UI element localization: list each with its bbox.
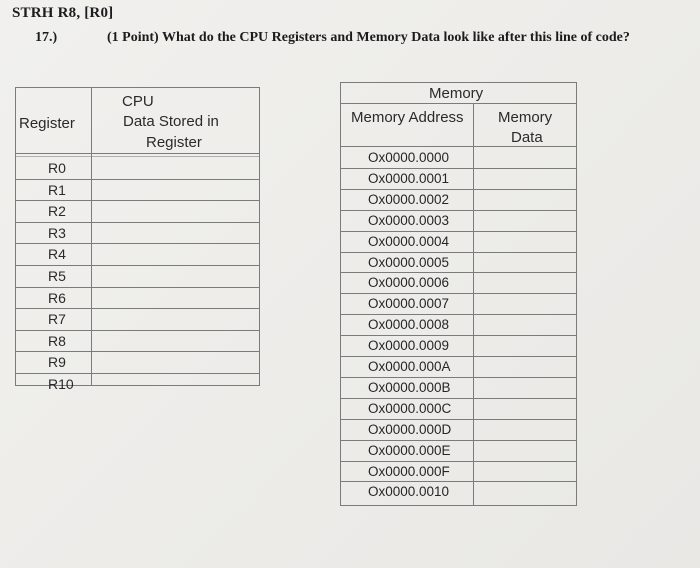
memory-table — [340, 82, 577, 506]
cpu-row-divider — [15, 222, 260, 223]
memory-address-label: Ox0000.000E — [368, 443, 451, 458]
memory-row-divider — [340, 293, 577, 294]
cpu-table-border-top — [15, 87, 260, 88]
memory-address-label: Ox0000.000D — [368, 422, 452, 437]
cpu-row-divider — [15, 308, 260, 309]
memory-row-divider — [340, 356, 577, 357]
register-label: R8 — [48, 333, 66, 349]
header-cpu: CPU — [122, 93, 154, 110]
cpu-row-divider — [15, 330, 260, 331]
memory-address-label: Ox0000.000B — [368, 380, 451, 395]
memory-row-divider — [340, 481, 577, 482]
cpu-table-header-divider — [15, 153, 260, 154]
header-data-stored: Data Stored in — [123, 113, 219, 130]
memory-row-divider — [340, 461, 577, 462]
memory-address-label: Ox0000.0003 — [368, 213, 450, 228]
memory-row-divider — [340, 189, 577, 190]
memory-row-divider — [340, 440, 577, 441]
code-line: STRH R8, [R0] — [12, 5, 114, 21]
header-memory-address: Memory Address — [351, 109, 464, 126]
register-label: R1 — [48, 182, 66, 198]
memory-address-label: Ox0000.000F — [368, 464, 450, 479]
memory-row-divider — [340, 168, 577, 169]
memory-row-divider — [340, 231, 577, 232]
cpu-register-table — [15, 87, 260, 392]
register-label: R2 — [48, 203, 66, 219]
register-label: R3 — [48, 225, 66, 241]
memory-address-label: Ox0000.0000 — [368, 150, 450, 165]
register-label: R0 — [48, 160, 66, 176]
memory-address-label: Ox0000.000C — [368, 401, 452, 416]
header-data-stored-line2: Register — [146, 134, 202, 151]
memory-row-divider — [340, 419, 577, 420]
memory-address-label: Ox0000.0004 — [368, 234, 450, 249]
cpu-row-divider — [15, 179, 260, 180]
mem-table-border-top — [340, 82, 577, 83]
memory-row-divider — [340, 252, 577, 253]
question-text: (1 Point) What do the CPU Registers and Memory Data look like after this line of code? — [107, 30, 630, 45]
mem-table-header-divider — [340, 146, 577, 147]
register-label: R6 — [48, 290, 66, 306]
register-label: R4 — [48, 246, 66, 262]
register-label: R7 — [48, 311, 66, 327]
header-register: Register — [19, 115, 75, 132]
memory-row-divider — [340, 335, 577, 336]
register-label: R5 — [48, 268, 66, 284]
memory-row-divider — [340, 314, 577, 315]
memory-address-label: Ox0000.0008 — [368, 317, 450, 332]
cpu-row-divider — [15, 265, 260, 266]
header-memory: Memory — [429, 85, 484, 102]
memory-address-label: Ox0000.0006 — [368, 275, 450, 290]
header-memory-data: Memory — [498, 109, 553, 126]
memory-address-label: Ox0000.0007 — [368, 296, 450, 311]
mem-table-column-divider — [473, 103, 474, 506]
cpu-row-divider — [15, 373, 260, 374]
cpu-table-border-left — [15, 87, 16, 386]
cpu-table-border-right — [259, 87, 260, 386]
memory-address-label: Ox0000.0001 — [368, 171, 450, 186]
cpu-row-divider — [15, 351, 260, 352]
memory-row-divider — [340, 377, 577, 378]
cpu-table-header-divider-double — [15, 156, 260, 157]
memory-address-label: Ox0000.0002 — [368, 192, 450, 207]
register-label: R9 — [48, 354, 66, 370]
memory-address-label: Ox0000.0010 — [368, 484, 450, 499]
mem-table-border-bottom — [340, 505, 577, 506]
memory-address-label: Ox0000.000A — [368, 359, 451, 374]
question-number: 17.) — [35, 30, 58, 45]
memory-row-divider — [340, 272, 577, 273]
cpu-table-column-divider — [91, 87, 92, 386]
cpu-row-divider — [15, 287, 260, 288]
register-label: R10 — [48, 376, 74, 392]
memory-address-label: Ox0000.0009 — [368, 338, 450, 353]
memory-row-divider — [340, 398, 577, 399]
memory-row-divider — [340, 210, 577, 211]
header-memory-data-line2: Data — [511, 129, 543, 146]
mem-table-group-divider — [340, 103, 577, 104]
cpu-row-divider — [15, 243, 260, 244]
memory-address-label: Ox0000.0005 — [368, 255, 450, 270]
cpu-row-divider — [15, 200, 260, 201]
